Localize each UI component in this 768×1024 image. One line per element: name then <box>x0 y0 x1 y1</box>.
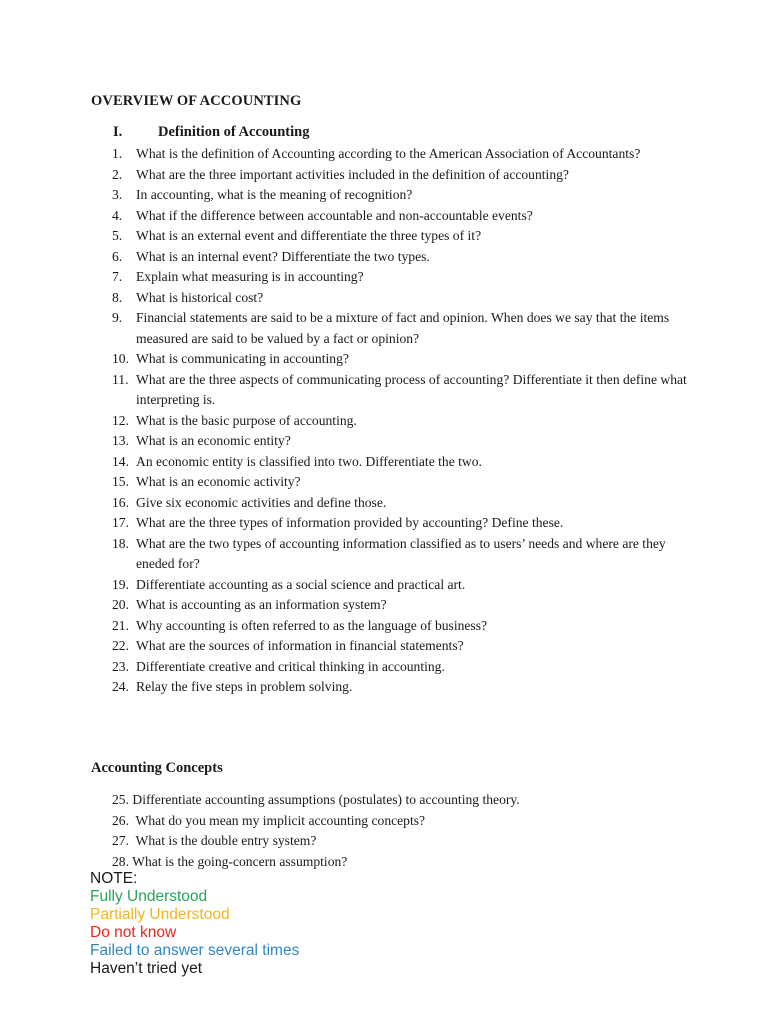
question-number: 24. <box>112 679 129 694</box>
note-label: NOTE: <box>90 870 138 887</box>
question-number: 13. <box>112 433 129 448</box>
list-item <box>0 852 768 873</box>
list-item <box>0 493 768 514</box>
list-item <box>0 534 768 575</box>
question-text: What are the two types of accounting information classified as to users’ needs and where are they eneded for? <box>136 535 666 571</box>
question-number: 20. <box>112 597 129 612</box>
question-text: What is an economic activity? <box>136 474 301 489</box>
document-title: OVERVIEW OF ACCOUNTING <box>91 93 302 109</box>
question-text: Give six economic activities and define those. <box>136 494 387 510</box>
question-text: What are the three important activities included in the definition of accounting? <box>136 166 569 182</box>
list-item <box>0 831 768 852</box>
question-text: Differentiate accounting as a social science and practical art. <box>136 576 466 592</box>
list-item <box>0 165 768 186</box>
question-text: What are the three aspects of communicating process of accounting? Differentiate it then define what interpreting is. <box>136 371 687 407</box>
list-item <box>0 811 768 832</box>
list-item <box>0 185 768 206</box>
question-number: 7. <box>112 269 123 284</box>
question-text: Financial statements are said to be a mixture of fact and opinion. When does we say that the items measured are said to be valued by a fact or opinion? <box>136 310 670 346</box>
list-item <box>0 657 768 678</box>
question-number: 3. <box>112 187 123 202</box>
question-text: What is historical cost? <box>136 289 264 305</box>
question-number: 22. <box>112 638 129 653</box>
list-item <box>0 790 768 811</box>
section-heading-text: Definition of Accounting <box>158 124 310 140</box>
list-item <box>0 349 768 370</box>
question-text: What are the three types of information provided by accounting? Define these. <box>136 515 564 530</box>
question-number: 15. <box>112 474 129 489</box>
note-legend-item: Failed to answer several times <box>90 942 300 959</box>
question-number: 2. <box>112 166 123 182</box>
legend-note <box>90 870 299 978</box>
question-text: What if the difference between accountable and non-accountable events? <box>136 207 533 223</box>
question-text: What is the basic purpose of accounting. <box>136 412 357 428</box>
question-number: 1. <box>112 146 123 161</box>
note-legend-item: Partially Understood <box>90 906 230 923</box>
list-item <box>0 206 768 227</box>
question-number: 12. <box>112 412 129 428</box>
question-number: 16. <box>112 494 129 510</box>
list-item <box>0 513 768 534</box>
question-text: 27. What is the double entry system? <box>112 833 317 848</box>
question-text: What is the definition of Accounting according to the American Association of Accountants? <box>136 146 641 161</box>
list-item <box>0 595 768 616</box>
list-item <box>0 575 768 596</box>
question-text: Relay the five steps in problem solving. <box>136 679 353 694</box>
question-number: 23. <box>112 658 129 674</box>
note-legend-item: Haven’t tried yet <box>90 960 202 977</box>
question-text: 25. Differentiate accounting assumptions (postulates) to accounting theory. <box>112 792 520 807</box>
question-text: In accounting, what is the meaning of recognition? <box>136 187 413 202</box>
section-heading-definition <box>113 124 309 141</box>
list-item <box>0 308 768 349</box>
list-item <box>0 472 768 493</box>
question-number: 9. <box>112 310 123 325</box>
question-number: 19. <box>112 576 129 592</box>
list-item <box>0 144 768 165</box>
list-item <box>0 411 768 432</box>
question-number: 14. <box>112 453 129 469</box>
question-text: 26. What do you mean my implicit accounting concepts? <box>112 812 426 828</box>
question-number: 10. <box>112 351 129 366</box>
list-item <box>0 677 768 698</box>
question-text: What is communicating in accounting? <box>136 351 349 366</box>
section-heading-concepts: Accounting Concepts <box>91 760 223 776</box>
list-item <box>0 452 768 473</box>
note-legend-item: Fully Understood <box>90 888 208 905</box>
list-item <box>0 616 768 637</box>
question-number: 11. <box>112 371 129 387</box>
section-number: I. <box>113 124 123 140</box>
question-number: 5. <box>112 228 123 243</box>
question-text: Differentiate creative and critical thinking in accounting. <box>136 658 445 674</box>
question-text: 28. What is the going-concern assumption? <box>112 853 348 869</box>
question-text: What is an internal event? Differentiate the two types. <box>136 248 430 264</box>
list-item <box>0 288 768 309</box>
question-text: An economic entity is classified into two. Differentiate the two. <box>136 453 482 469</box>
question-text: What is an external event and differentiate the three types of it? <box>136 228 482 243</box>
question-number: 17. <box>112 515 129 530</box>
question-text: What are the sources of information in financial statements? <box>136 638 464 653</box>
question-number: 18. <box>112 535 129 551</box>
list-item <box>0 370 768 411</box>
question-text: Why accounting is often referred to as the language of business? <box>136 617 488 633</box>
list-item <box>0 431 768 452</box>
list-item <box>0 226 768 247</box>
note-legend-item: Do not know <box>90 924 177 941</box>
question-number: 21. <box>112 617 129 633</box>
question-number: 4. <box>112 207 123 223</box>
list-item <box>0 247 768 268</box>
question-number: 6. <box>112 248 123 264</box>
list-item <box>0 267 768 288</box>
question-number: 8. <box>112 289 123 305</box>
question-list-concepts <box>0 790 768 872</box>
question-list-definition <box>0 144 768 698</box>
list-item <box>0 636 768 657</box>
question-text: Explain what measuring is in accounting? <box>136 269 364 284</box>
question-text: What is an economic entity? <box>136 433 291 448</box>
question-text: What is accounting as an information system? <box>136 597 387 612</box>
